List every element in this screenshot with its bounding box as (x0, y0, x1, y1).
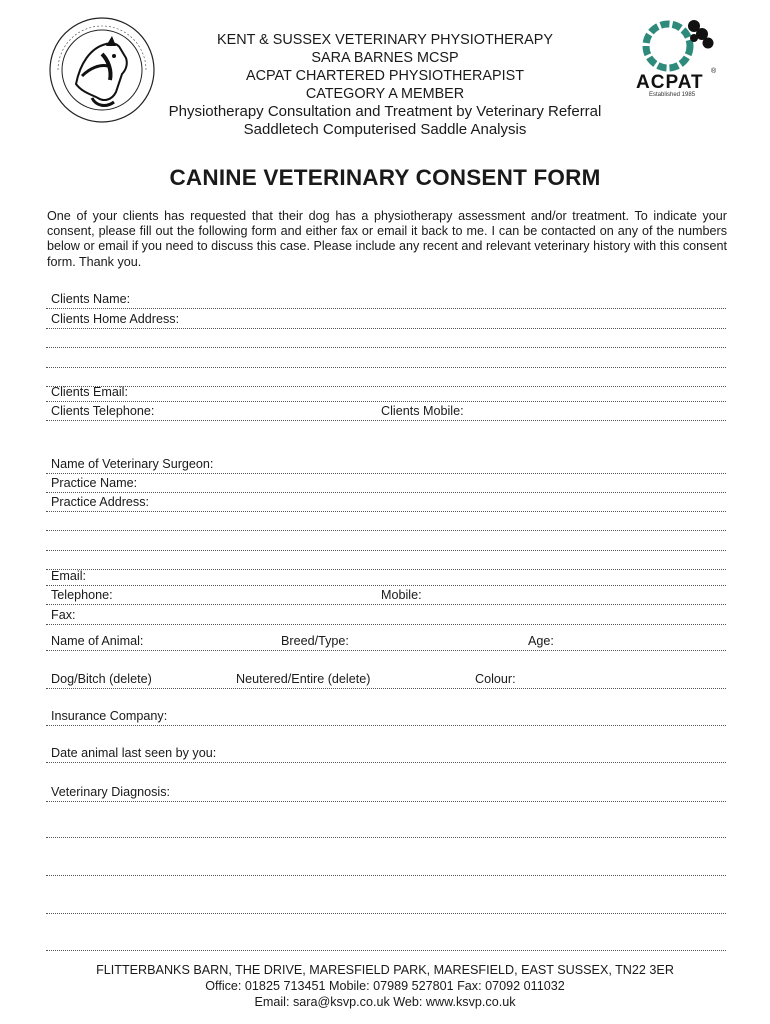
registered-mark: ® (711, 68, 717, 75)
animal-details-field[interactable] (46, 632, 726, 651)
diagnosis-line-2[interactable] (46, 819, 726, 838)
practice-name-label: Practice Name: (51, 476, 138, 490)
age-label: Age: (528, 634, 554, 648)
practice-mobile-label: Mobile: (381, 588, 422, 602)
service-line-2: Saddletech Computerised Saddle Analysis (243, 121, 527, 138)
clients-name-field[interactable] (46, 290, 726, 309)
acpat-wordmark: ACPAT (636, 72, 704, 93)
clients-phone-label: Clients Telephone: (51, 404, 155, 418)
colour-label: Colour: (475, 672, 516, 686)
animal-name-label: Name of Animal: (51, 634, 144, 648)
vet-surgeon-label: Name of Veterinary Surgeon: (51, 457, 214, 471)
clients-address-line-3[interactable] (46, 349, 726, 368)
neutered-label: Neutered/Entire (delete) (236, 672, 371, 686)
practice-name: KENT & SUSSEX VETERINARY PHYSIOTHERAPY (217, 32, 553, 48)
insurance-label: Insurance Company: (51, 709, 168, 723)
clients-address-line-2[interactable] (46, 329, 726, 348)
practice-email-label: Email: (51, 569, 86, 583)
insurance-field[interactable] (46, 707, 726, 726)
intro-paragraph: One of your clients has requested that their dog has a physiotherapy assessment and/or treatment. To indicate your consent, please fill out the following form and either fax or email it back to me. I can be contacted on any of the numbers below or email if you need to discuss this case. Please include any recent and relevant veterinary history with this consent form. Thank you. (47, 209, 727, 269)
clients-name-label: Clients Name: (51, 292, 131, 306)
clients-address-field[interactable] (46, 310, 726, 329)
acpat-established: Established 1985 (649, 92, 696, 98)
practice-phone-field[interactable] (46, 586, 726, 605)
animal-sex-field[interactable] (46, 670, 726, 689)
footer-phones: Office: 01825 713451 Mobile: 07989 527801 Fax: 07092 011032 (205, 979, 565, 993)
practice-address-field[interactable] (46, 493, 726, 512)
last-seen-field[interactable] (46, 744, 726, 763)
breed-label: Breed/Type: (281, 634, 349, 648)
practice-phone-label: Telephone: (51, 588, 113, 602)
practice-address-label: Practice Address: (51, 495, 149, 509)
diagnosis-line-5[interactable] (46, 932, 726, 951)
letterhead (0, 31, 770, 139)
service-line-1: Physiotherapy Consultation and Treatment by Veterinary Referral (168, 103, 602, 120)
practice-address-line-2[interactable] (46, 512, 726, 531)
practice-address-line-3[interactable] (46, 532, 726, 551)
clients-mobile-label: Clients Mobile: (381, 404, 464, 418)
diagnosis-label: Veterinary Diagnosis: (51, 785, 171, 799)
last-seen-label: Date animal last seen by you: (51, 746, 217, 760)
dog-bitch-label: Dog/Bitch (delete) (51, 672, 152, 686)
form-title: CANINE VETERINARY CONSENT FORM (169, 165, 601, 190)
clients-email-field[interactable] (46, 383, 726, 402)
practice-email-field[interactable] (46, 567, 726, 586)
clients-address-label: Clients Home Address: (51, 312, 180, 326)
membership: CATEGORY A MEMBER (305, 86, 465, 102)
practice-fax-label: Fax: (51, 608, 76, 622)
practice-name-field[interactable] (46, 474, 726, 493)
diagnosis-field[interactable] (46, 783, 726, 802)
footer (0, 962, 770, 1010)
footer-address: FLITTERBANKS BARN, THE DRIVE, MARESFIELD PARK, MARESFIELD, EAST SUSSEX, TN22 3ER (96, 963, 674, 977)
qualification: ACPAT CHARTERED PHYSIOTHERAPIST (245, 68, 524, 84)
clients-email-label: Clients Email: (51, 385, 128, 399)
diagnosis-line-4[interactable] (46, 895, 726, 914)
physio-name: SARA BARNES MCSP (311, 50, 459, 66)
footer-web: Email: sara@ksvp.co.uk Web: www.ksvp.co.uk (254, 995, 516, 1009)
vet-surgeon-field[interactable] (46, 455, 726, 474)
clients-phone-field[interactable] (46, 402, 726, 421)
practice-fax-field[interactable] (46, 606, 726, 625)
diagnosis-line-3[interactable] (46, 857, 726, 876)
